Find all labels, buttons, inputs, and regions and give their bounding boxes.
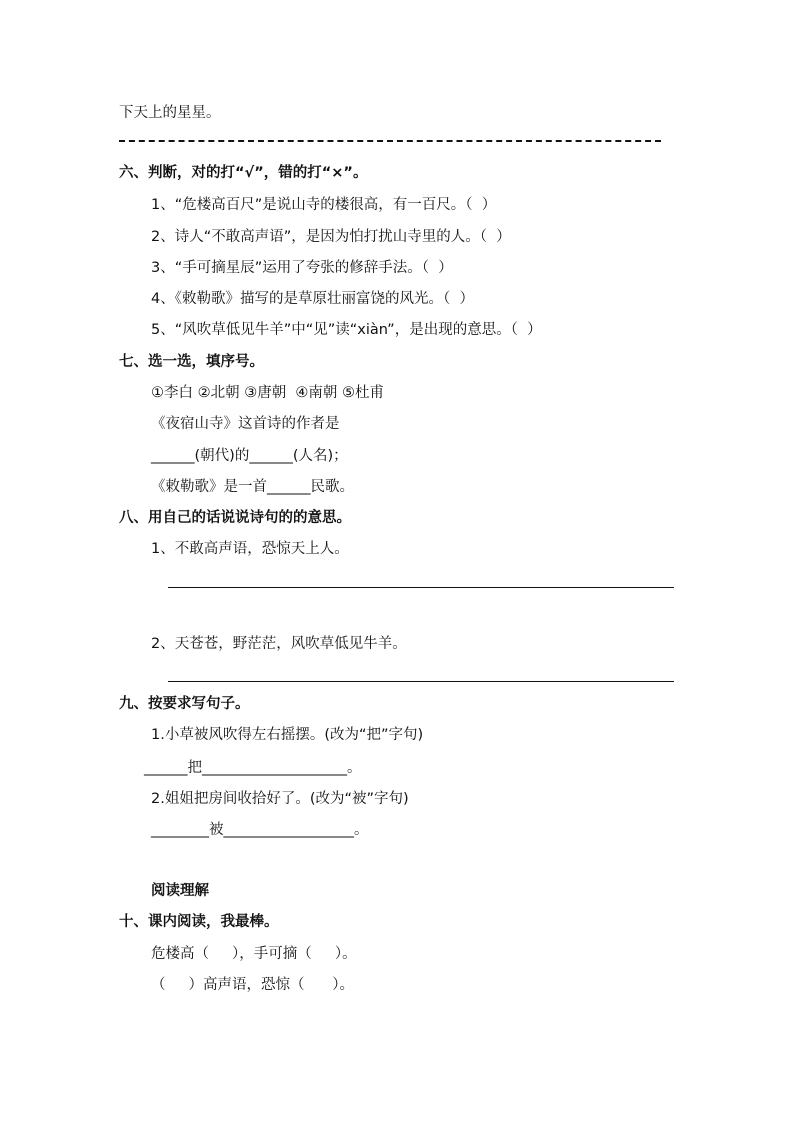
section-10-heading: 十、课内阅读，我最棒。 (119, 914, 279, 930)
choice-question-3: 《敕勒歌》是一首______民歌。 (151, 479, 354, 495)
judge-item-1: 1、“危楼高百尺”是说山寺的楼很高，有一百尺。（ ） (151, 197, 497, 213)
judge-item-3: 3、“手可摘星辰”运用了夸张的修辞手法。（ ） (151, 260, 453, 276)
reading-title: 阅读理解 (151, 883, 209, 899)
top-line: 下天上的星星。 (119, 105, 221, 121)
section-8-heading: 八、用自己的话说说诗句的的意思。 (119, 510, 351, 526)
judge-item-2: 2、诗人“不敢高声语”，是因为怕打扰山寺里的人。（ ） (151, 229, 511, 245)
judge-item-4: 4、《敕勒歌》描写的是草原壮丽富饶的风光。（ ） (151, 291, 474, 307)
answer-line-1[interactable] (168, 587, 674, 588)
rewrite-question-1: 1.小草被风吹得左右摇摆。(改为“把”字句) (151, 727, 424, 743)
judge-item-5: 5、“风吹草低见牛羊”中“见”读“xiàn”，是出现的意思。（ ） (151, 322, 542, 338)
choice-options: ①李白 ②北朝 ③唐朝 ④南朝 ⑤杜甫 (151, 385, 385, 401)
separator-dashed (119, 140, 661, 142)
meaning-item-1: 1、不敢高声语，恐惊天上人。 (151, 541, 349, 557)
choice-question-2: ______(朝代)的______(人名)； (151, 448, 348, 464)
section-6-heading: 六、判断，对的打“√”，错的打“×”。 (119, 165, 368, 181)
choice-question-1: 《夜宿山寺》这首诗的作者是 (151, 416, 340, 432)
meaning-item-2: 2、天苍苍，野茫茫，风吹草低见牛羊。 (151, 636, 407, 652)
poem-fill-line-1: 危楼高（ ），手可摘（ ）。 (151, 946, 357, 962)
rewrite-answer-1[interactable]: ______把____________________。 (144, 760, 362, 776)
poem-fill-line-2: （ ）高声语，恐惊（ ）。 (151, 977, 354, 993)
section-7-heading: 七、选一选，填序号。 (119, 354, 264, 370)
rewrite-answer-2[interactable]: ________被__________________。 (151, 822, 369, 838)
section-9-heading: 九、按要求写句子。 (119, 696, 250, 712)
rewrite-question-2: 2.姐姐把房间收拾好了。(改为“被”字句) (151, 791, 409, 807)
answer-line-2[interactable] (168, 681, 674, 682)
